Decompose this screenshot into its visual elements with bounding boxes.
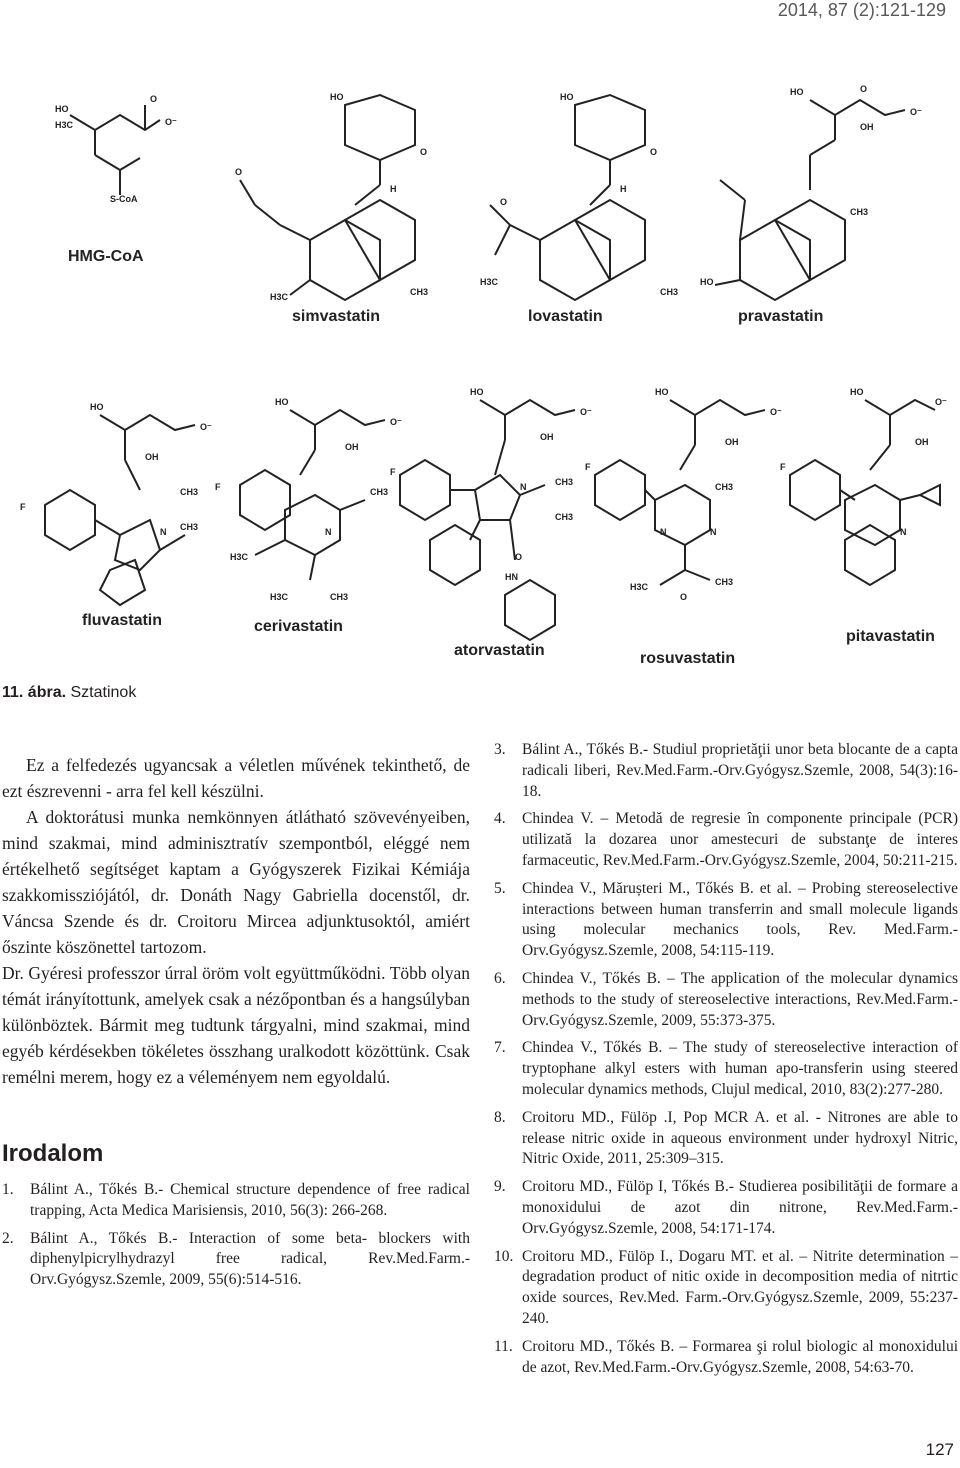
svg-text:HO: HO — [790, 87, 804, 97]
svg-text:CH3: CH3 — [330, 592, 349, 602]
reference-text: Bálint A., Tőkés B.- Chemical structure dependence of free radical trapping, Acta Medica Marisiensis, 2010, 56(3): 266-268. — [30, 1181, 470, 1219]
reference-text: Chindea V., Tőkés B. – The study of stereoselective interaction of tryptophane alkyl esters with human apo-transferin using steered molecular dynamics methods, Clujul medical, 2010, 83(2):277-280. — [522, 1039, 958, 1098]
reference-list-left — [2, 1180, 470, 1291]
svg-text:CH3: CH3 — [850, 207, 869, 217]
svg-text:H3C: H3C — [630, 582, 649, 592]
reference-number: 1. — [2, 1181, 14, 1198]
svg-text:OH: OH — [540, 432, 554, 442]
body-paragraph-1: Ez a felfedezés ugyancsak a véletlen művének tekinthető, de ezt észrevenni - arra fel kell készülni. — [2, 755, 470, 801]
reference-text: Chindea V., Mărușteri M., Tőkés B. et al. – Probing stereoselective interactions between human transferrin and small molecule ligands using molecular mechanics tools, Rev. Med.Farm.-Orv.Gyógysz.Szemle, 2008, 54:115-119. — [522, 879, 958, 960]
svg-text:O: O — [235, 167, 243, 177]
body-paragraph-2: A doktorátusi munka nemkönnyen átlátható szövevényeiben, mind szakmai, mind adminisztratív szempontból, eléggé nem értékelhető segítséget kaptam a Gyógyszerek Fizikai Kémiája szakkomissziójától, dr. Donáth Nagy Gabriella docenstől, dr. Váncsa Szende és dr. Croitoru Mircea adjunktusoktól, amiért őszinte köszönettel tartozom. — [2, 807, 470, 957]
svg-text:HO: HO — [90, 402, 104, 412]
svg-text:H3C: H3C — [270, 292, 289, 302]
svg-text:HN: HN — [505, 572, 518, 582]
svg-text:O⁻: O⁻ — [580, 407, 592, 417]
reference-text: Bálint A., Tőkés B.- Studiul proprietăţii unor beta blocante de a capta radicali liberi, Rev.Med.Farm.-Orv.Gyógysz.Szemle, 2008, 54(3):16-18. — [522, 741, 958, 800]
svg-text:H3C: H3C — [230, 552, 249, 562]
svg-text:CH3: CH3 — [715, 482, 734, 492]
svg-text:HO: HO — [275, 397, 289, 407]
svg-text:O: O — [650, 147, 658, 157]
svg-text:O: O — [150, 94, 158, 104]
left-column — [2, 752, 470, 1298]
svg-text:OH: OH — [725, 437, 739, 447]
svg-text:H: H — [390, 184, 397, 194]
svg-text:CH3: CH3 — [660, 287, 679, 297]
svg-text:CH3: CH3 — [555, 477, 574, 487]
reference-item — [2, 1180, 470, 1222]
page-number: 127 — [925, 1440, 954, 1459]
reference-number: 6. — [494, 969, 506, 987]
svg-text:HO: HO — [55, 104, 69, 114]
svg-text:OH: OH — [915, 437, 929, 447]
reference-number: 3. — [494, 741, 506, 758]
svg-text:CH3: CH3 — [180, 522, 199, 532]
figure-caption — [2, 684, 136, 702]
figure-caption-text: Sztatinok — [70, 684, 137, 701]
reference-text: Croitoru MD., Fülöp I, Tőkés B.- Studierea posibilităţii de formare a monoxidului de azot din nitrone, Rev.Med.Farm.-Orv.Gyógysz.Szemle, 2008, 54:171-174. — [522, 1178, 958, 1237]
reference-item — [494, 1108, 958, 1170]
reference-number: 7. — [494, 1039, 506, 1057]
svg-text:CH3: CH3 — [180, 487, 199, 497]
body-paragraph-3: Dr. Gyéresi professzor úrral öröm volt együttműködni. Több olyan témát irányítottunk, amelyek csak a nézőpontban és a hangsúlyban különböztek. Bármit meg tudtunk tárgyalni, mind szakmai, mind egyéb kérdésekben tökéletes összhang uralkodott közöttünk. Csak remélni merem, hogy ez a véleményem nem egyoldalú. — [2, 963, 470, 1087]
cerivastatin-structure — [240, 410, 385, 580]
molecule-label-atorvastatin: atorvastatin — [454, 642, 545, 659]
right-column — [494, 740, 958, 1385]
svg-text:HO: HO — [330, 92, 344, 102]
reference-item — [494, 1247, 958, 1330]
svg-text:N: N — [325, 527, 332, 537]
rosuvastatin-structure — [595, 400, 765, 585]
molecule-label-simvastatin: simvastatin — [292, 308, 381, 325]
reference-list-right — [494, 740, 958, 1378]
svg-text:CH3: CH3 — [370, 487, 389, 497]
svg-text:O⁻: O⁻ — [910, 107, 922, 117]
reference-item — [494, 809, 958, 871]
svg-text:O: O — [860, 84, 868, 94]
svg-text:F: F — [20, 502, 26, 512]
svg-text:S-CoA: S-CoA — [110, 194, 138, 204]
figure-number: 11. ábra. — [2, 684, 67, 701]
svg-text:N: N — [160, 527, 167, 537]
reference-number: 8. — [494, 1108, 506, 1126]
svg-text:OH: OH — [145, 452, 159, 462]
svg-text:O⁻: O⁻ — [770, 407, 782, 417]
svg-text:HO: HO — [850, 387, 864, 397]
svg-text:O⁻: O⁻ — [200, 422, 212, 432]
reference-item — [494, 879, 958, 962]
svg-text:O: O — [680, 592, 688, 602]
molecule-label-cerivastatin: cerivastatin — [254, 618, 343, 635]
svg-text:F: F — [780, 462, 786, 472]
svg-text:O⁻: O⁻ — [165, 117, 177, 127]
svg-text:OH: OH — [860, 122, 874, 132]
svg-text:F: F — [390, 467, 396, 477]
pitavastatin-structure — [790, 400, 940, 585]
pravastatin-structure — [715, 100, 905, 300]
svg-text:H3C: H3C — [270, 592, 289, 602]
reference-text: Croitoru MD., Tőkés B. – Formarea şi rolul biologic al monoxidului de azot, Rev.Med.Farm.-Orv.Gyógysz.Szemle, 2008, 54:63-70. — [522, 1337, 958, 1376]
svg-text:N: N — [710, 527, 717, 537]
reference-item — [2, 1229, 470, 1291]
molecule-label-lovastatin: lovastatin — [528, 308, 603, 325]
svg-text:N: N — [660, 527, 667, 537]
reference-number: 10. — [494, 1247, 514, 1265]
svg-text:HO: HO — [700, 277, 714, 287]
hmg-coa-structure — [70, 105, 160, 195]
svg-text:O: O — [420, 147, 428, 157]
reference-item — [494, 1038, 958, 1100]
reference-number: 11. — [494, 1337, 513, 1355]
svg-text:OH: OH — [345, 442, 359, 452]
reference-text: Bálint A., Tőkés B.- Interaction of some beta- blockers with diphenylpicrylhydrazyl free radical, Rev.Med.Farm.-Orv.Gyógysz.Szemle, 2009, 55(6):514-516. — [30, 1229, 470, 1289]
reference-item — [494, 1337, 958, 1379]
reference-number: 9. — [494, 1178, 506, 1196]
svg-text:CH3: CH3 — [715, 577, 734, 587]
molecule-label-rosuvastatin: rosuvastatin — [640, 650, 736, 667]
svg-text:O⁻: O⁻ — [390, 417, 402, 427]
svg-text:H3C: H3C — [480, 277, 499, 287]
simvastatin-structure — [240, 95, 415, 300]
reference-text: Croitoru MD., Fülöp .I, Pop MCR A. et al. - Nitrones are able to release nitric oxide in aqueous environment under hydroxyl Nitric, Nitric Oxide, 2011, 25:309–315. — [522, 1108, 958, 1168]
reference-number: 5. — [494, 879, 506, 897]
svg-text:HO: HO — [470, 387, 484, 397]
chemical-structures-drawing — [0, 80, 960, 680]
svg-text:N: N — [900, 527, 907, 537]
svg-text:CH3: CH3 — [410, 287, 429, 297]
svg-text:O: O — [515, 552, 523, 562]
svg-text:CH3: CH3 — [555, 512, 574, 522]
fluvastatin-structure — [45, 415, 195, 605]
reference-text: Chindea V., Tőkés B. – The application of the molecular dynamics methods to the study of stereoselective interactions, Rev.Med.Farm.-Orv.Gyógysz.Szemle, 2009, 55:373-375. — [522, 969, 958, 1029]
reference-number: 4. — [494, 810, 506, 828]
molecule-label-pitavastatin: pitavastatin — [846, 628, 935, 645]
molecule-label-hmg-coa: HMG-CoA — [68, 248, 144, 265]
svg-text:N: N — [520, 482, 527, 492]
reference-item — [494, 740, 958, 802]
lovastatin-structure — [490, 95, 645, 300]
svg-text:HO: HO — [560, 92, 574, 102]
reference-item — [494, 1177, 958, 1239]
svg-text:O: O — [500, 197, 508, 207]
svg-text:H: H — [620, 184, 627, 194]
section-title-references: Irodalom — [2, 1140, 104, 1167]
reference-item — [494, 969, 958, 1031]
svg-text:F: F — [215, 482, 221, 492]
reference-number: 2. — [2, 1229, 14, 1247]
reference-text: Croitoru MD., Fülöp I., Dogaru MT. et al. – Nitrite determination – degradation product of nitic oxide in decomposition media of nitrtic oxide sources, Rev.Med. Farm.-Orv.Gyógysz.Szemle, 2009, 55:237-240. — [522, 1247, 958, 1327]
svg-text:HO: HO — [655, 387, 669, 397]
svg-text:H3C: H3C — [55, 120, 74, 130]
statins-figure — [0, 80, 960, 680]
reference-text: Chindea V. – Metodă de regresie în componente principale (PCR) utilizată la dozarea unor amestecuri de substanţe de interes farmaceutic, Rev.Med.Farm.-Orv.Gyógysz.Szemle, 2004, 50:211-215. — [522, 810, 958, 869]
journal-citation: 2014, 87 (2):121-129 — [777, 0, 946, 20]
svg-text:O⁻: O⁻ — [935, 397, 947, 407]
molecule-label-pravastatin: pravastatin — [738, 308, 824, 325]
svg-text:F: F — [585, 462, 591, 472]
molecule-label-fluvastatin: fluvastatin — [82, 612, 163, 629]
